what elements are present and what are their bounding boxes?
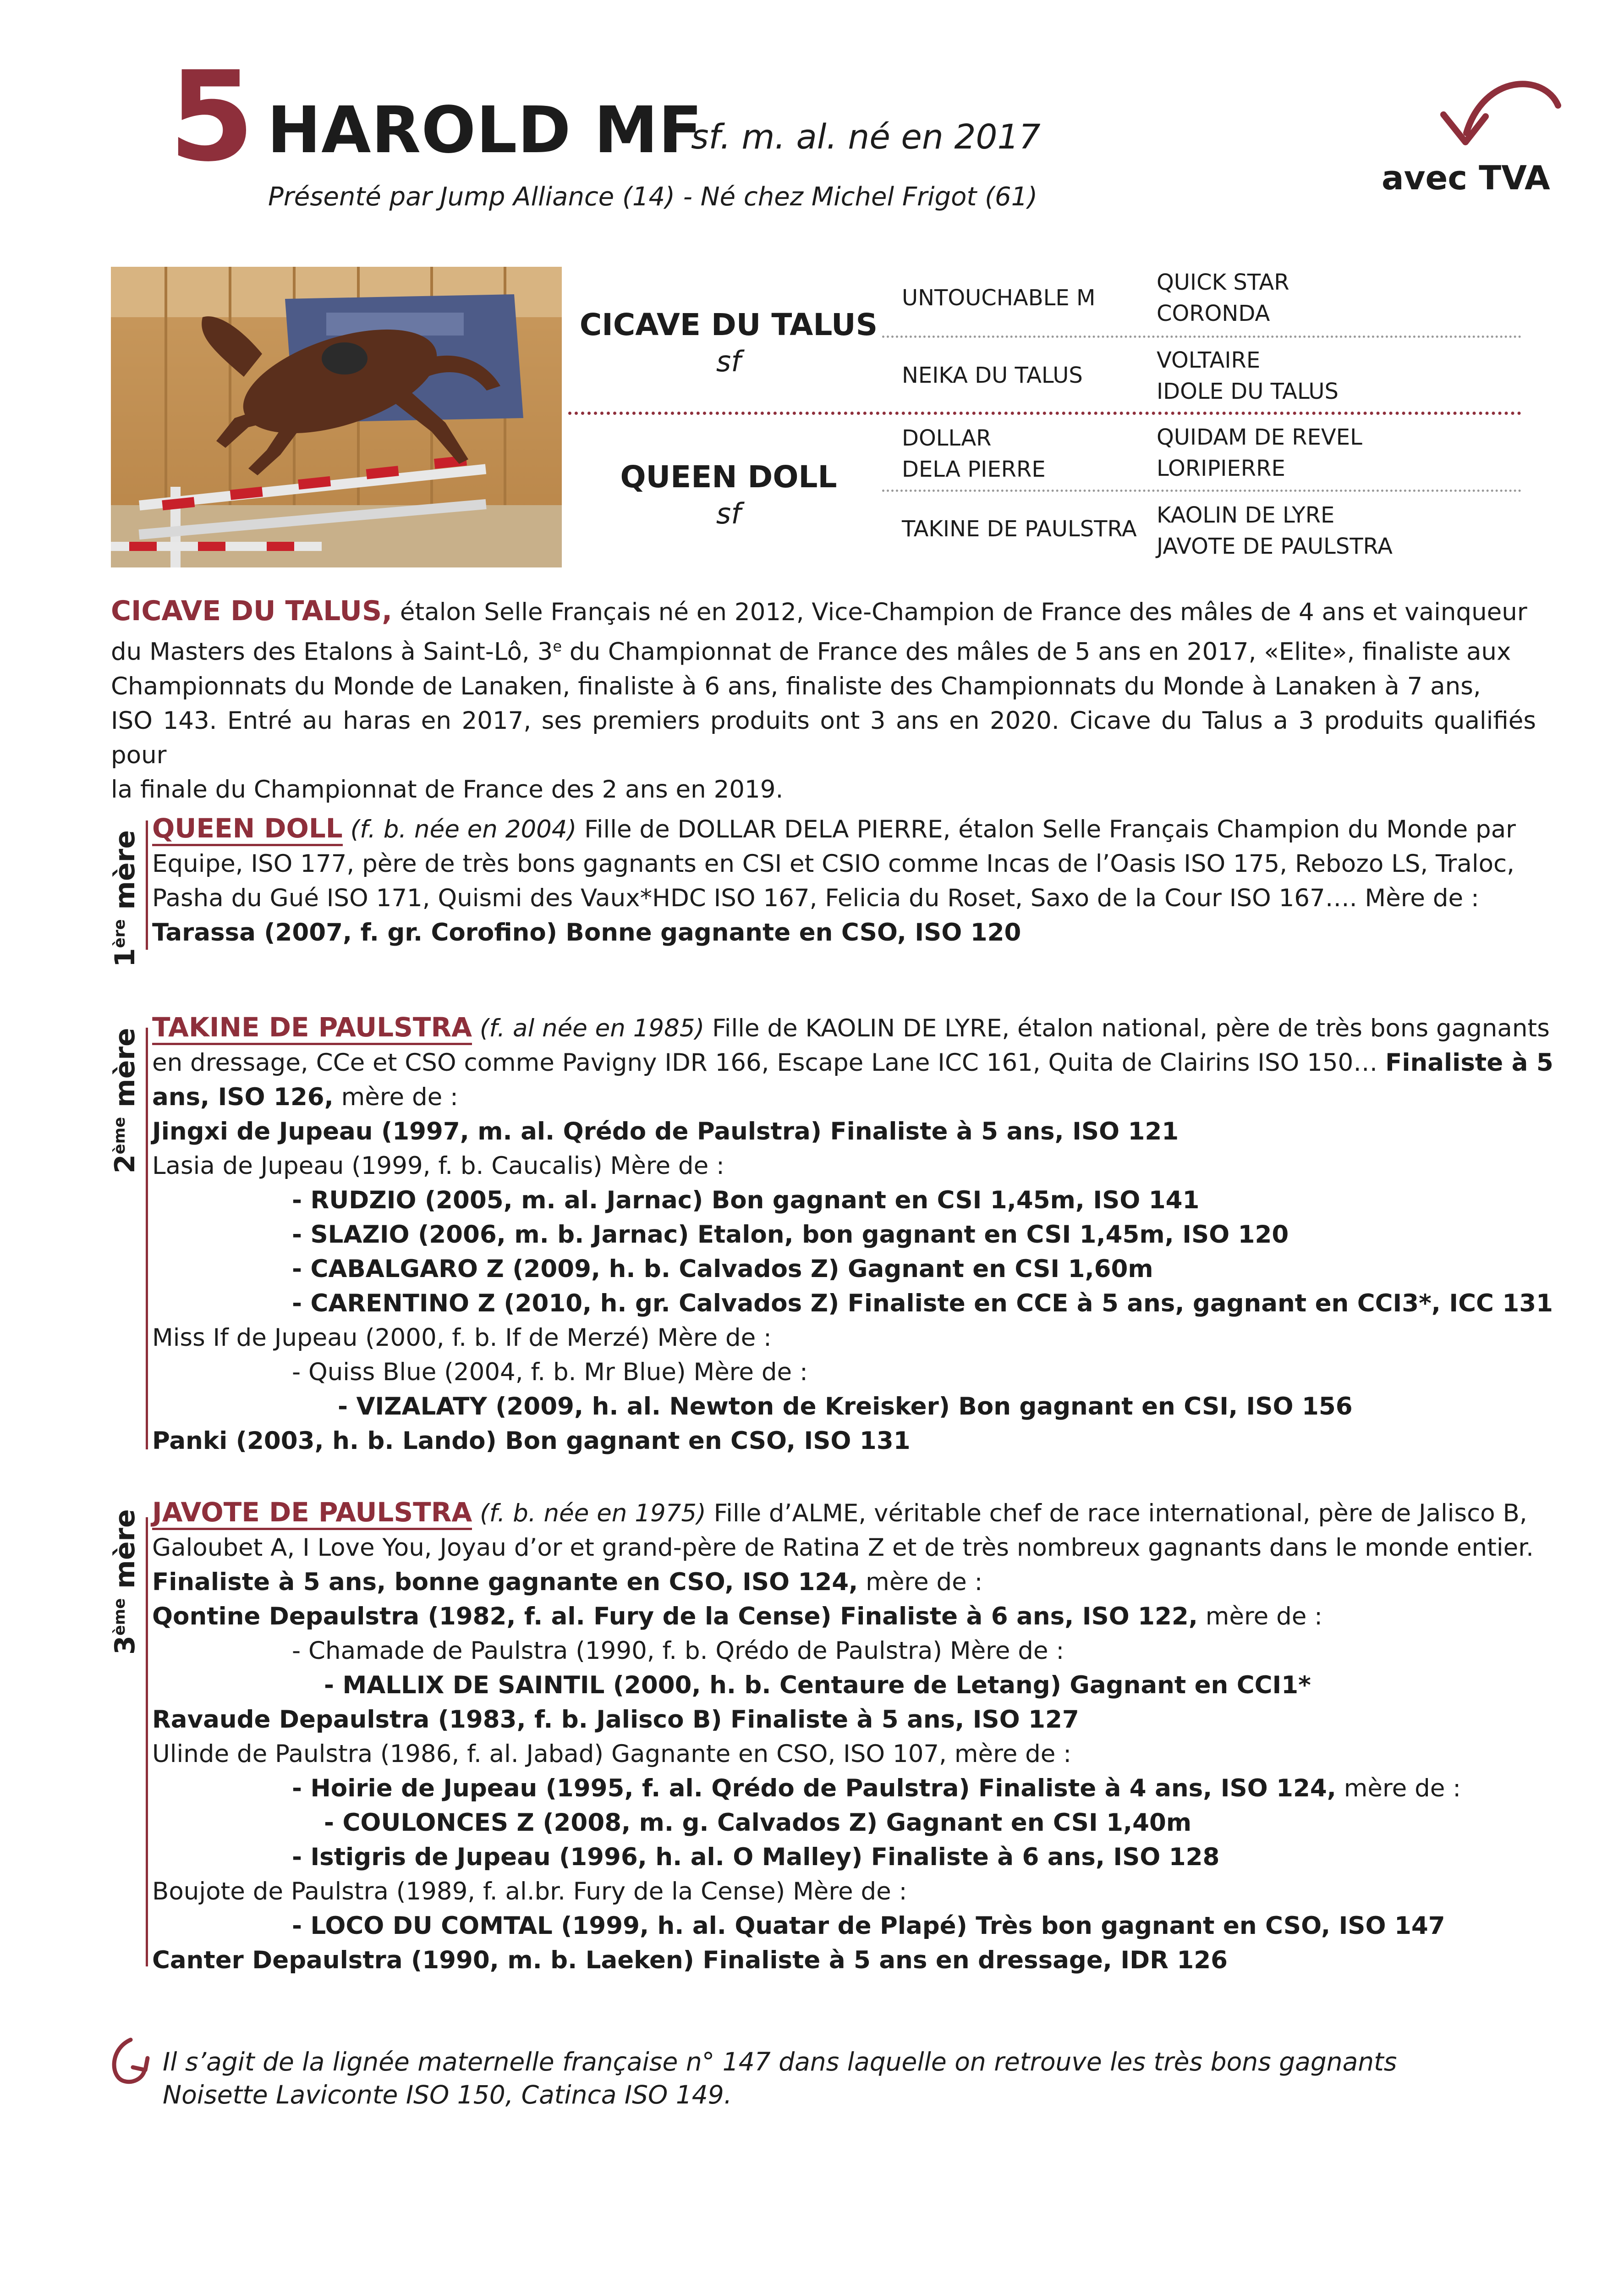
third-dam-ordinal: 3ème mère — [109, 1509, 141, 1655]
curved-arrow-icon — [1434, 69, 1572, 156]
third-dam-line4a: Qontine Depaulstra (1982, f. al. Fury de la Cense) Finaliste à 6 ans, ISO 122, — [152, 1602, 1198, 1630]
third-dam-line1: Fille d’ALME, véritable chef de race international, père de Jalisco B, — [706, 1499, 1527, 1527]
pedigree-dam-breed: sf — [716, 497, 741, 530]
sire-description-line1: étalon Selle Français né en 2012, Vice-Champion de France des mâles de 4 ans et vainqueur — [392, 598, 1527, 626]
sire-description — [111, 594, 1536, 807]
third-dam-line9a: - Hoirie de Jupeau (1995, f. al. Qrédo de Paulstra) Finaliste à 4 ans, ISO 124, — [292, 1774, 1336, 1802]
pedigree-dam-sire — [902, 423, 1046, 485]
pedigree-ggp-5: QUIDAM DE REVEL — [1157, 424, 1362, 450]
pedigree-ggp-1: QUICK STAR — [1157, 270, 1289, 295]
second-dam-line4: Jingxi de Jupeau (1997, m. al. Qrédo de Paulstra) Finaliste à 5 ans, ISO 121 — [152, 1118, 1179, 1145]
third-dam-line12: Boujote de Paulstra (1989, f. al.br. Fury de la Cense) Mère de : — [152, 1878, 907, 1905]
maternal-line-note-line2: Noisette Laviconte ISO 150, Catinca ISO 149. — [163, 2080, 732, 2109]
pedigree-ggp-8: JAVOTE DE PAULSTRA — [1157, 534, 1393, 559]
second-dam-line2a: en dressage, CCe et CSO comme Pavigny IDR 166, Escape Lane ICC 161, Quita de Clairins ISO 150… — [152, 1049, 1386, 1077]
third-dam-line8: Ulinde de Paulstra (1986, f. al. Jabad) Gagnante en CSO, ISO 107, mère de : — [152, 1740, 1072, 1768]
second-dam-info: (f. al née en 1985) — [472, 1014, 705, 1042]
third-dam-line2: Galoubet A, I Love You, Joyau d’or et grand-père de Ratina Z et de très nombreux gagnants dans le monde entier. — [152, 1534, 1534, 1562]
first-dam-line4: Tarassa (2007, f. gr. Corofino) Bonne gagnante en CSO, ISO 120 — [152, 919, 1021, 947]
second-dam-line2b: Finaliste à 5 — [1385, 1049, 1553, 1077]
third-dam-line7: Ravaude Depaulstra (1983, f. b. Jalisco B) Finaliste à 5 ans, ISO 127 — [152, 1706, 1079, 1734]
pedigree-dam-sire-line2: DELA PIERRE — [902, 457, 1046, 482]
second-dam-line12: - VIZALATY (2009, h. al. Newton de Kreisker) Bon gagnant en CSI, ISO 156 — [338, 1393, 1353, 1421]
pedigree-sire-sire: UNTOUCHABLE M — [902, 285, 1096, 311]
pedigree-divider-bottom — [882, 490, 1521, 492]
third-dam-section — [152, 1495, 1536, 1977]
third-dam-line4b: mère de : — [1197, 1602, 1323, 1630]
second-dam-line10: Miss If de Jupeau (2000, f. b. If de Merzé) Mère de : — [152, 1324, 772, 1352]
first-dam-name: QUEEN DOLL — [152, 813, 343, 846]
sire-description-line3: Championnats du Monde de Lanaken, finaliste à 6 ans, finaliste des Championnats du Monde à Lanaken à 7 ans, — [111, 672, 1481, 700]
second-dam-ordinal: 2ème mère — [109, 1028, 141, 1173]
third-dam-line6: - MALLIX DE SAINTIL (2000, h. b. Centaure de Letang) Gagnant en CCI1* — [324, 1671, 1311, 1699]
third-dam-line11: - Istigris de Jupeau (1996, h. al. O Malley) Finaliste à 6 ans, ISO 128 — [292, 1843, 1220, 1871]
horse-jumping-photo — [111, 267, 562, 567]
second-dam-line3a: ans, ISO 126, — [152, 1083, 334, 1111]
hook-arrow-icon — [105, 2035, 151, 2090]
maternal-line-note-line1: Il s’agit de la lignée maternelle française n° 147 dans laquelle on retrouve les très bons gagnants — [163, 2047, 1397, 2076]
pedigree-divider-top — [882, 336, 1521, 338]
pedigree-sire-breed: sf — [716, 345, 741, 378]
third-dam-line13: - LOCO DU COMTAL (1999, h. al. Quatar de Plapé) Très bon gagnant en CSO, ISO 147 — [292, 1912, 1445, 1940]
pedigree-ggp-3: VOLTAIRE — [1157, 347, 1261, 373]
second-dam-line13: Panki (2003, h. b. Lando) Bon gagnant en CSO, ISO 131 — [152, 1427, 911, 1455]
second-dam-bar — [146, 1028, 148, 1449]
first-dam-section — [152, 811, 1536, 950]
third-dam-bar — [146, 1517, 148, 1966]
presenter-line: Présenté par Jump Alliance (14) - Né chez Michel Frigot (61) — [268, 182, 1038, 212]
horse-info: sf. m. al. né en 2017 — [691, 117, 1041, 157]
lot-number: 5 — [169, 44, 255, 189]
tva-label: avec TVA — [1382, 159, 1550, 197]
second-dam-line3b: mère de : — [333, 1083, 458, 1111]
sire-description-line2b: du Championnat de France des mâles de 5 ans en 2017, «Elite», finaliste aux — [562, 638, 1511, 666]
second-dam-line9: - CARENTINO Z (2010, h. gr. Calvados Z) Finaliste en CCE à 5 ans, gagnant en CCI3*, ICC 131 — [292, 1289, 1553, 1317]
horse-name: HAROLD MF — [267, 93, 703, 168]
pedigree-dam-sire-line1: DOLLAR — [902, 425, 992, 451]
third-dam-line5: - Chamade de Paulstra (1990, f. b. Qrédo de Paulstra) Mère de : — [292, 1637, 1064, 1665]
second-dam-line6: - RUDZIO (2005, m. al. Jarnac) Bon gagnant en CSI 1,45m, ISO 141 — [292, 1186, 1200, 1214]
sire-description-line5: la finale du Championnat de France des 2 ans en 2019. — [111, 775, 784, 804]
second-dam-line5: Lasia de Jupeau (1999, f. b. Caucalis) Mère de : — [152, 1152, 724, 1180]
third-dam-line3b: mère de : — [858, 1568, 983, 1596]
second-dam-line8: - CABALGARO Z (2009, h. b. Calvados Z) Gagnant en CSI 1,60m — [292, 1255, 1153, 1283]
sire-description-name: CICAVE DU TALUS, — [111, 595, 393, 627]
sire-description-line2a: du Masters des Etalons à Saint-Lô, 3 — [111, 638, 553, 666]
pedigree-ggp-4: IDOLE DU TALUS — [1157, 379, 1339, 404]
third-dam-line3a: Finaliste à 5 ans, bonne gagnante en CSO, ISO 124, — [152, 1568, 858, 1596]
third-dam-name: JAVOTE DE PAULSTRA — [152, 1497, 472, 1530]
first-dam-line1: Fille de DOLLAR DELA PIERRE, étalon Selle Français Champion du Monde par — [576, 815, 1516, 843]
pedigree-ggp-7: KAOLIN DE LYRE — [1157, 502, 1335, 528]
third-dam-line10: - COULONCES Z (2008, m. g. Calvados Z) Gagnant en CSI 1,40m — [324, 1809, 1192, 1837]
third-dam-line9b: mère de : — [1336, 1774, 1461, 1802]
first-dam-line2: Equipe, ISO 177, père de très bons gagnants en CSI et CSIO comme Incas de l’Oasis ISO 175, Rebozo LS, Traloc, — [152, 850, 1515, 878]
second-dam-line11: - Quiss Blue (2004, f. b. Mr Blue) Mère de : — [292, 1358, 808, 1386]
first-dam-line3: Pasha du Gué ISO 171, Quismi des Vaux*HDC ISO 167, Felicia du Roset, Saxo de la Cour ISO 167…. Mère de : — [152, 884, 1479, 912]
pedigree-sire-name: CICAVE DU TALUS — [579, 307, 878, 342]
first-dam-info: (f. b. née en 2004) — [342, 815, 577, 843]
third-dam-info: (f. b. née en 1975) — [472, 1499, 706, 1527]
pedigree-dam-dam: TAKINE DE PAULSTRA — [902, 516, 1137, 542]
second-dam-line7: - SLAZIO (2006, m. b. Jarnac) Etalon, bon gagnant en CSI 1,45m, ISO 120 — [292, 1221, 1289, 1249]
second-dam-line1: Fille de KAOLIN DE LYRE, étalon national, père de très bons gagnants — [704, 1014, 1550, 1042]
second-dam-section — [152, 1010, 1553, 1458]
pedigree-ggp-2: CORONDA — [1157, 301, 1270, 326]
pedigree-divider — [568, 412, 1521, 415]
third-dam-line14: Canter Depaulstra (1990, m. b. Laeken) Finaliste à 5 ans en dressage, IDR 126 — [152, 1946, 1228, 1974]
maternal-line-note — [163, 2045, 1446, 2111]
sire-description-line4: ISO 143. Entré au haras en 2017, ses premiers produits ont 3 ans en 2020. Cicave du Talus a 3 produits qualifiés pour — [111, 706, 1536, 769]
second-dam-name: TAKINE DE PAULSTRA — [152, 1012, 472, 1045]
pedigree-sire-dam: NEIKA DU TALUS — [902, 363, 1083, 388]
pedigree-dam-name: QUEEN DOLL — [620, 459, 837, 495]
sire-description-line2sup: e — [553, 638, 562, 655]
first-dam-ordinal: 1ère mère — [109, 830, 141, 967]
first-dam-bar — [146, 820, 148, 950]
pedigree-ggp-6: LORIPIERRE — [1157, 456, 1285, 481]
